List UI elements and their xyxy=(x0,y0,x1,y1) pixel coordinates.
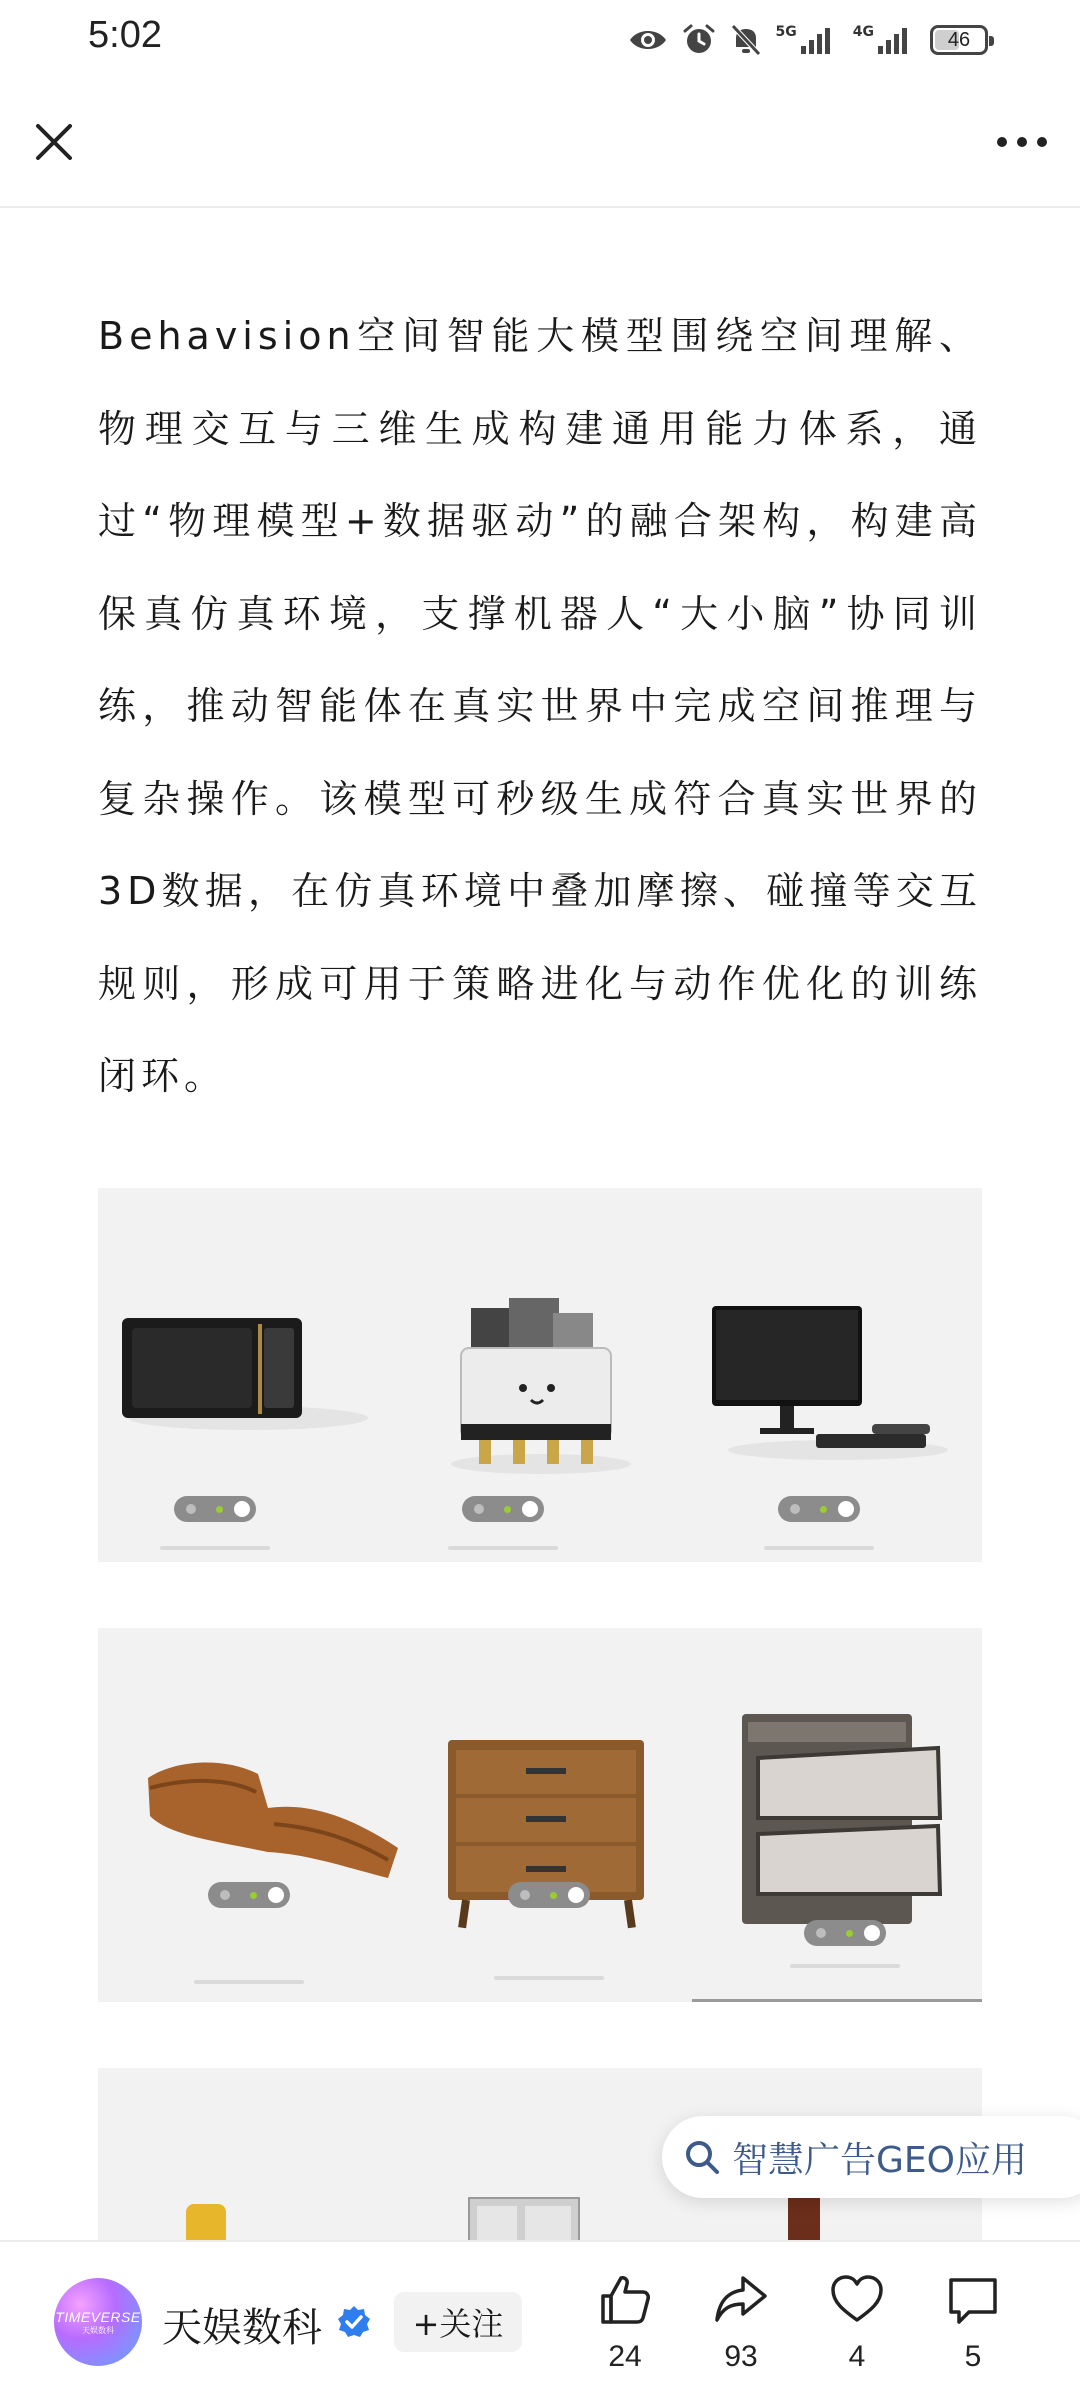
heart-icon xyxy=(829,2272,885,2328)
caption-line xyxy=(448,1546,558,1550)
article-body xyxy=(98,290,982,1123)
battery-level: 46 xyxy=(947,28,971,51)
view-toggle[interactable] xyxy=(174,1496,256,1522)
caption-line xyxy=(494,1976,604,1980)
caption-line xyxy=(194,1980,304,1984)
comment-count: 5 xyxy=(964,2340,982,2373)
thumbs-up-icon xyxy=(597,2272,653,2328)
share-icon xyxy=(713,2272,769,2328)
alarm-icon xyxy=(682,23,716,57)
favorite-count: 4 xyxy=(848,2340,866,2373)
view-toggle[interactable] xyxy=(508,1882,590,1908)
sofa-image xyxy=(98,1628,398,2002)
author-avatar[interactable] xyxy=(54,2278,142,2366)
close-button[interactable] xyxy=(26,114,82,170)
more-button[interactable] xyxy=(990,114,1054,170)
geo-search-chip[interactable] xyxy=(662,2116,1080,2198)
network-label-4g: 4G xyxy=(852,24,874,40)
avatar-logo-sub: 天娱数科 xyxy=(82,2325,114,2335)
dresser-icon xyxy=(398,1628,688,2002)
author-name[interactable]: 天娱数科 xyxy=(162,2305,322,2351)
follow-button[interactable]: +关注 xyxy=(394,2292,522,2352)
view-toggle[interactable] xyxy=(208,1882,290,1908)
network-label-5g: 5G xyxy=(775,24,797,40)
caption-line xyxy=(764,1546,874,1550)
verified-badge-icon xyxy=(336,2304,372,2340)
view-toggle[interactable] xyxy=(778,1496,860,1522)
battery-icon xyxy=(930,25,988,55)
product-image-row-2[interactable] xyxy=(98,1628,982,2002)
search-icon xyxy=(682,2137,722,2177)
signal-5g xyxy=(776,24,839,56)
status-icons xyxy=(628,18,988,62)
caption-line xyxy=(790,1964,900,1968)
signal-bars-icon xyxy=(799,24,839,56)
like-count: 24 xyxy=(608,2340,642,2373)
share-count: 93 xyxy=(724,2340,758,2373)
comment-icon xyxy=(945,2272,1001,2328)
status-bar xyxy=(0,0,1080,80)
caption-line xyxy=(160,1546,270,1550)
mute-icon xyxy=(730,23,762,57)
close-icon xyxy=(34,122,74,162)
like-button[interactable] xyxy=(580,2272,670,2374)
geo-search-label: 智慧广告GEO应用 xyxy=(732,2139,1027,2181)
favorite-button[interactable] xyxy=(812,2272,902,2374)
view-toggle[interactable] xyxy=(462,1496,544,1522)
signal-4g xyxy=(853,24,916,56)
selected-indicator xyxy=(692,1999,982,2002)
share-button[interactable] xyxy=(696,2272,786,2374)
bottom-action-bar xyxy=(0,2240,1080,2400)
status-time: 5:02 xyxy=(88,14,162,56)
avatar-logo-text: TIMEVERSE xyxy=(55,2308,141,2325)
article-paragraph: Behavision空间智能大模型围绕空间理解、物理交互与三维生成构建通用能力体系，通过“物理模型+数据驱动”的融合架构，构建高保真仿真环境，支撑机器人“大小脑”协同训练，推动智能体在真实世界中完成空间推理与复杂操作。该模型可秒级生成符合真实世界的3D数据，在仿真环境中叠加摩擦、碰撞等交互规则，形成可用于策略进化与动作优化的训练闭环。 xyxy=(98,314,982,1098)
signal-bars-icon xyxy=(876,24,916,56)
view-toggle[interactable] xyxy=(804,1920,886,1946)
dresser-image xyxy=(398,1628,688,2002)
eye-icon xyxy=(628,26,668,54)
sofa-icon xyxy=(98,1628,398,2002)
more-icon xyxy=(996,136,1048,148)
top-bar xyxy=(0,80,1080,208)
comment-button[interactable] xyxy=(928,2272,1018,2374)
product-image-row-1[interactable] xyxy=(98,1188,982,1562)
